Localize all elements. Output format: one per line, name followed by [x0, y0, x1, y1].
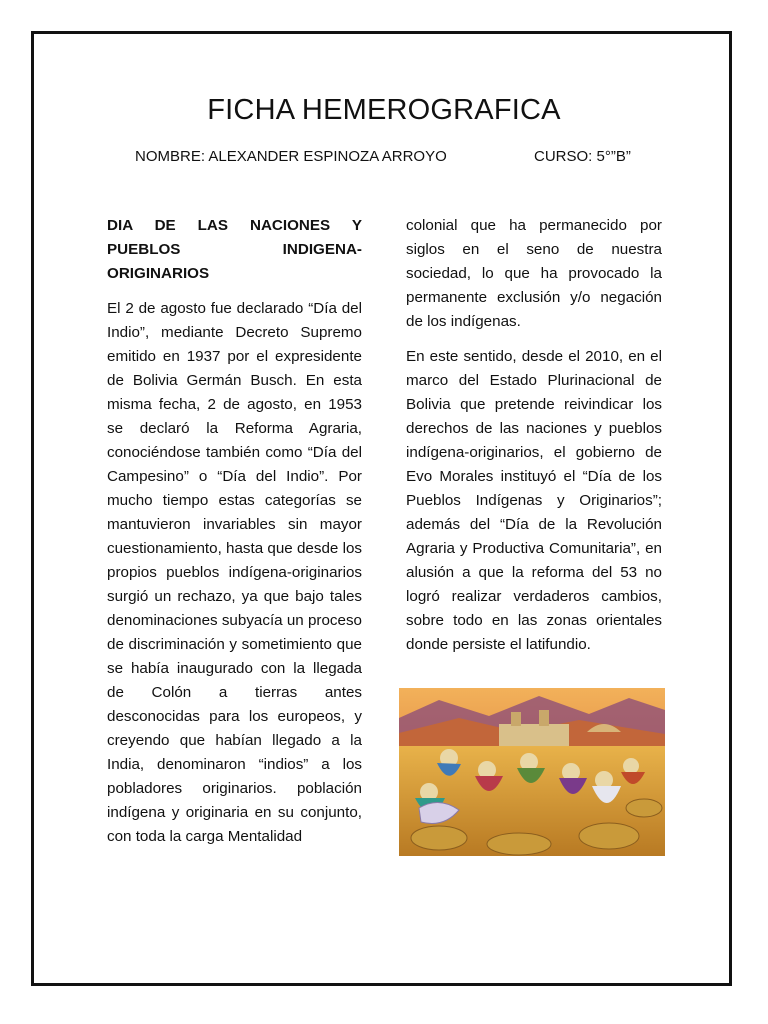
right-paragraph-1: colonial que ha permanecido por siglos en el seno de nuestra sociedad, lo que ha provocado la permanente exclusión y/o negación de los indígenas. — [406, 217, 662, 330]
student-name: NOMBRE: ALEXANDER ESPINOZA ARROYO — [135, 148, 447, 165]
course-label: CURSO: 5°”B” — [534, 148, 631, 165]
left-column — [107, 214, 362, 860]
harvest-painting-image — [399, 688, 665, 856]
right-column — [406, 214, 662, 668]
right-paragraph-2: En este sentido, desde el 2010, en el marco del Estado Plurinacional de Bolivia que pretende reivindicar los derechos de las naciones y pueblos indígena-originarios, el gobierno de Evo Morales instituyó el “Día de los Pueblos Indígenas y Originarios”; además del “Día de la Revolución Agraria y Productiva Comunitaria”, en alusión a que la reforma del 53 no logró realizar verdaderos cambios, sobre todo en las zonas orientales donde persiste el latifundio. — [406, 348, 662, 653]
left-paragraph: El 2 de agosto fue declarado “Día del Indio”, mediante Decreto Supremo emitido en 1937 por el expresidente de Bolivia Germán Busch. En esta misma fecha, 2 de agosto, en 1953 se declaró la Reforma Agraria, conociéndose también como “Día del Campesino” o “Día del Indio”. Por mucho tiempo estas categorías se mantuvieron invariables sin mayor cuestionamiento, hasta que desde los propios pueblos indígena-originarios surgió un rechazo, ya que bajo tales denominaciones subyacía un proceso de discriminación y sometimiento que se había inaugurado con la llegada de Colón a tierras antes desconocidas para los europeos, y creyendo que habían llegado a la India, denominaron “indios” a los pobladores originarios. población indígena y originaria en su conjunto, con toda la carga Mentalidad — [107, 300, 362, 845]
article-heading: DIA DE LAS NACIONES Y PUEBLOS INDIGENA-ORIGINARIOS — [107, 217, 362, 282]
document-title: FICHA HEMEROGRAFICA — [207, 94, 561, 126]
